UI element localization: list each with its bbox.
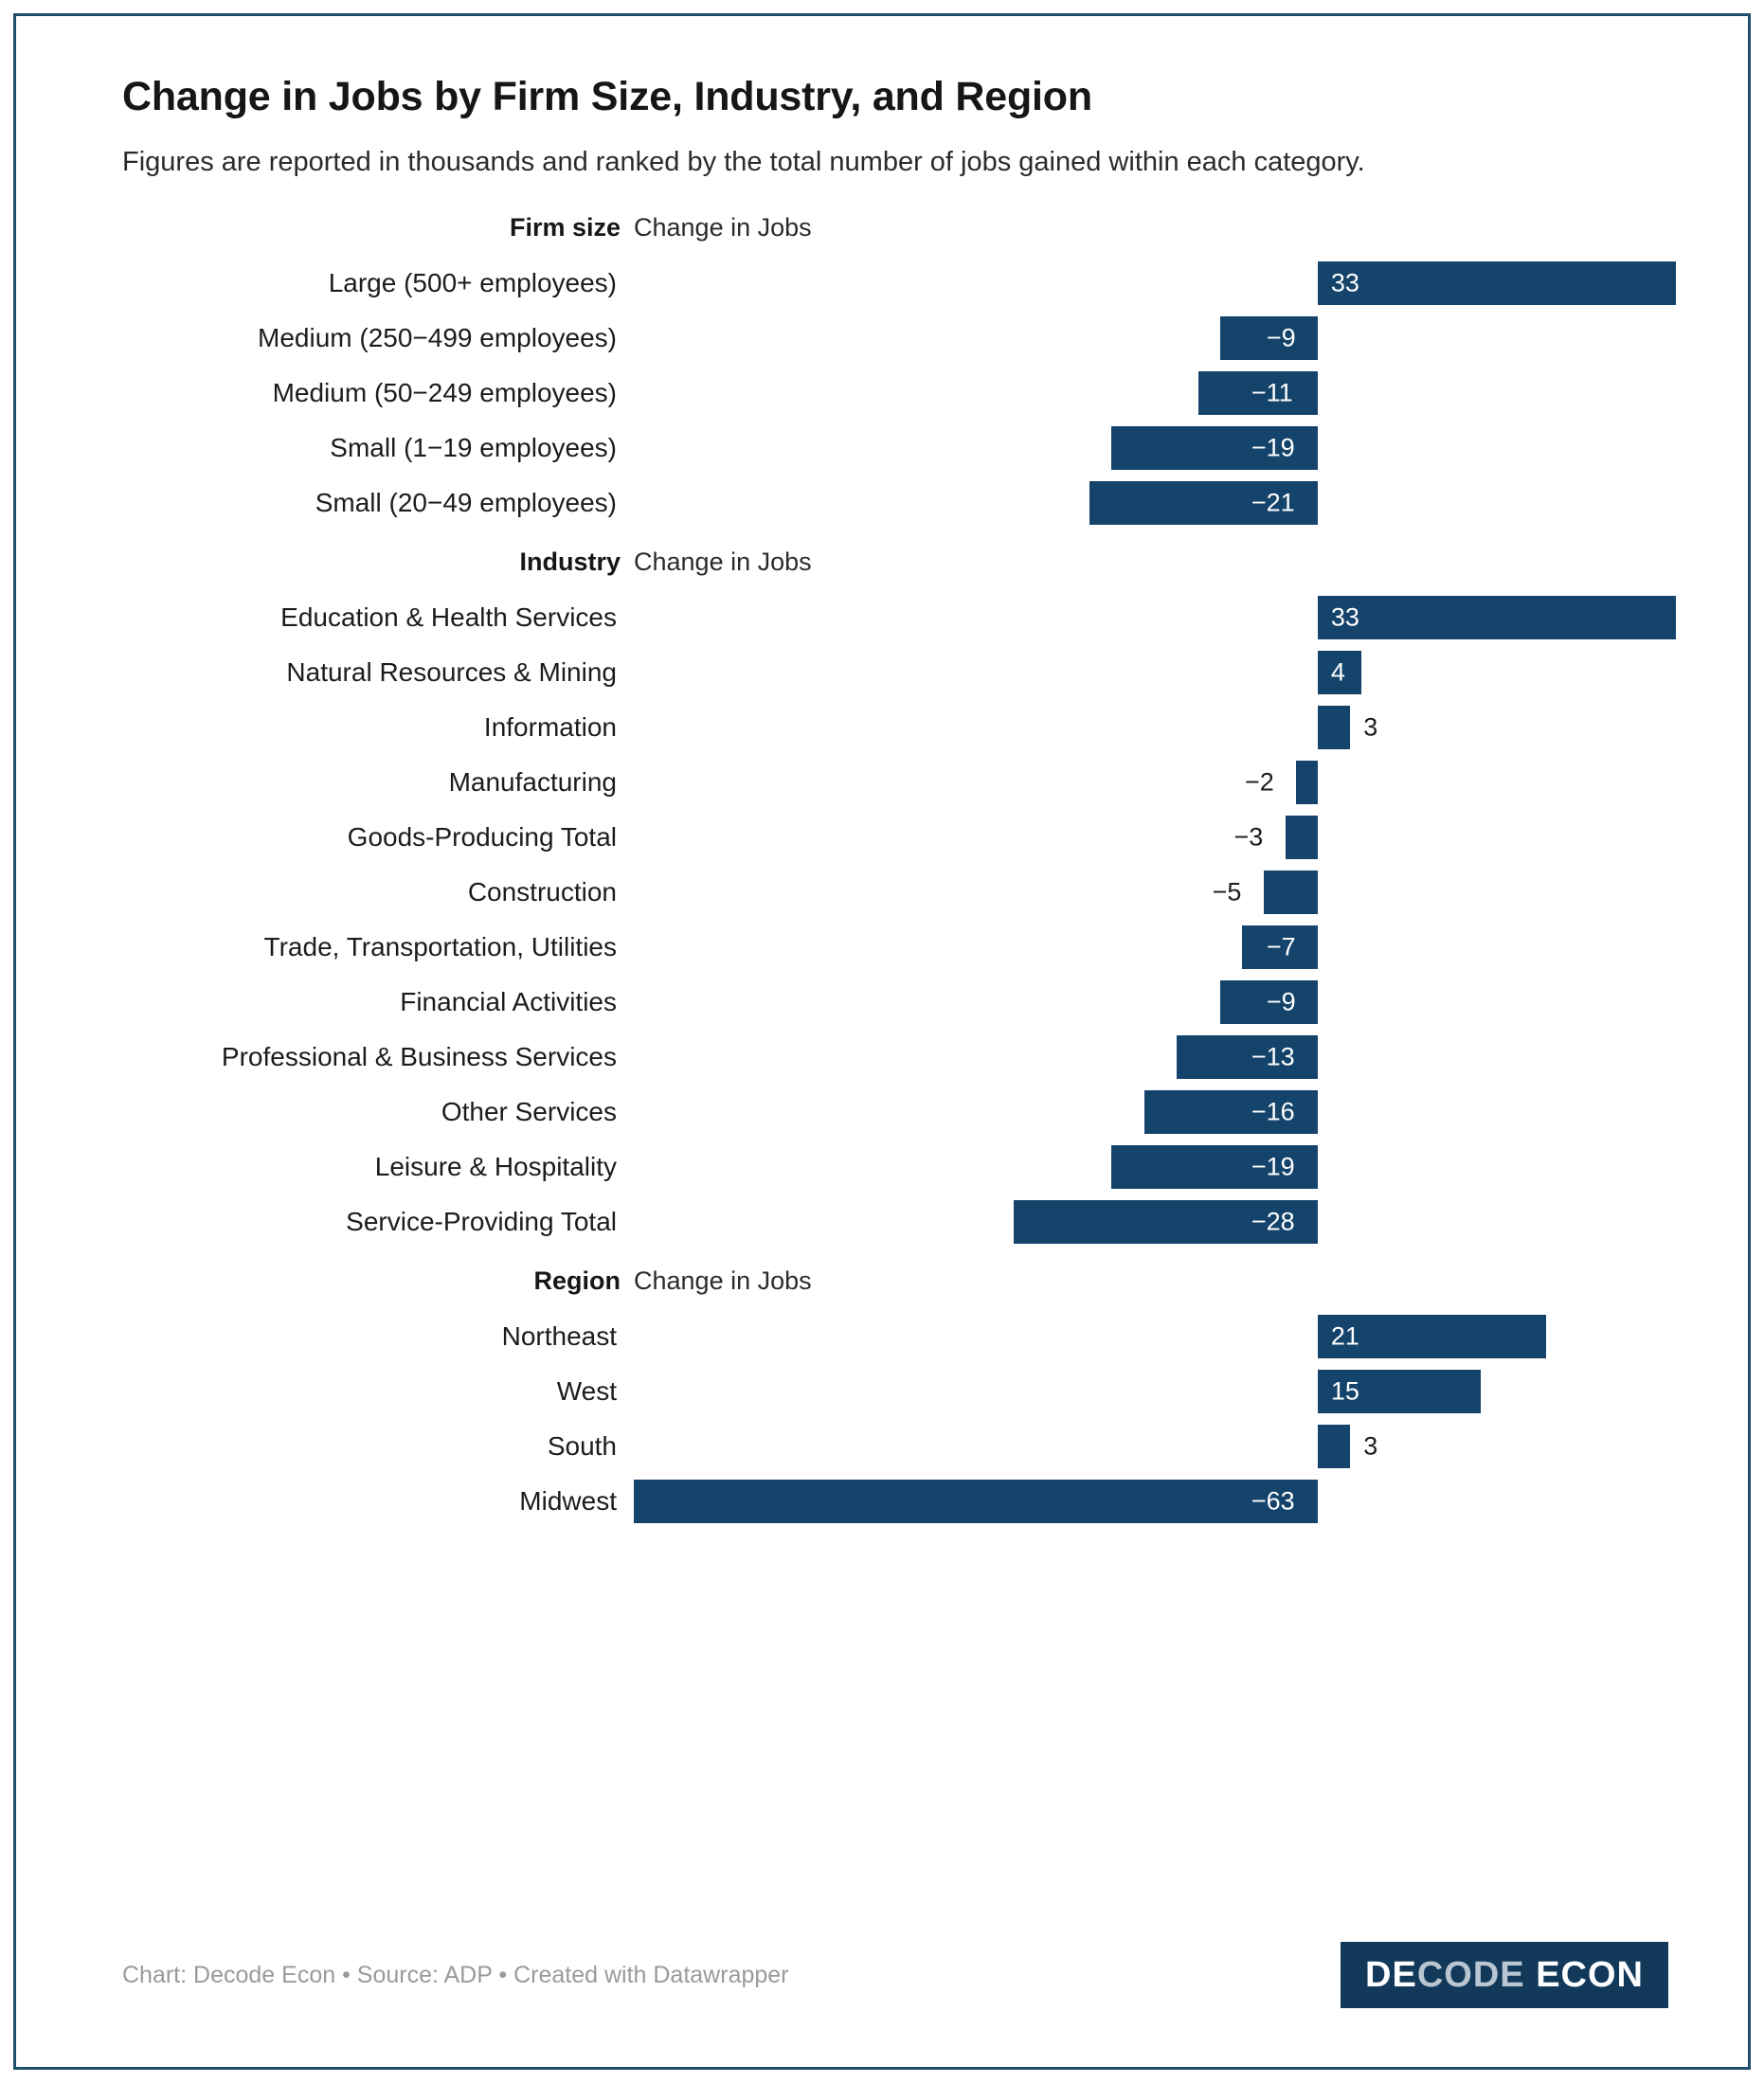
chart-row: [122, 1474, 1668, 1529]
chart-row: [122, 1309, 1668, 1364]
bar-value-label: 33: [1330, 268, 1359, 297]
bar-value-label: −2: [1244, 767, 1274, 797]
row-plot: [634, 810, 1668, 865]
bar: [634, 1480, 1318, 1523]
row-label: Other Services: [441, 1097, 617, 1127]
decode-econ-logo: [1341, 1942, 1668, 2008]
category-header: Region: [533, 1266, 621, 1296]
bar-value-label: −63: [1251, 1486, 1295, 1516]
row-plot: [634, 421, 1668, 476]
chart-row: [122, 1085, 1668, 1140]
bar-value-label: 21: [1330, 1321, 1359, 1351]
chart-block: [122, 1266, 1668, 1529]
row-label: Financial Activities: [400, 987, 617, 1017]
bar: [1296, 761, 1318, 804]
chart-row: [122, 1419, 1668, 1474]
bar: [1177, 1035, 1318, 1079]
row-label: Natural Resources & Mining: [286, 657, 617, 688]
bar-value-label: −28: [1251, 1207, 1295, 1236]
page-subtitle: Figures are reported in thousands and ranked by the total number of jobs gained within each category.: [122, 147, 1365, 178]
row-plot: [634, 920, 1668, 975]
bar-value-label: −13: [1251, 1042, 1295, 1071]
value-header: Change in Jobs: [634, 213, 812, 242]
row-plot: [634, 645, 1668, 700]
row-label: Goods-Producing Total: [347, 822, 617, 853]
value-header: Change in Jobs: [634, 1266, 812, 1296]
chart-row: [122, 366, 1668, 421]
chart-row: [122, 1140, 1668, 1194]
row-label: West: [556, 1376, 617, 1407]
value-header: Change in Jobs: [634, 548, 812, 577]
chart-row: [122, 810, 1668, 865]
chart-footer: [122, 1942, 1668, 2008]
row-plot: [634, 1364, 1668, 1419]
row-plot: [634, 1309, 1668, 1364]
row-label: Medium (250−499 employees): [258, 323, 617, 353]
bar-value-label: 3: [1363, 712, 1378, 742]
row-label: Small (1−19 employees): [330, 433, 617, 463]
row-label: Education & Health Services: [280, 602, 617, 633]
row-plot: [634, 1419, 1668, 1474]
bar-value-label: −11: [1251, 378, 1293, 407]
row-label: Construction: [467, 877, 617, 907]
chart-row: [122, 700, 1668, 755]
row-label: Professional & Business Services: [221, 1042, 617, 1072]
row-plot: [634, 366, 1668, 421]
row-plot: [634, 1140, 1668, 1194]
logo-part-2: CODE: [1416, 1955, 1525, 1995]
row-plot: [634, 700, 1668, 755]
chart-row: [122, 476, 1668, 530]
chart-row: [122, 755, 1668, 810]
bar-value-label: −19: [1251, 1152, 1295, 1181]
bar: [1286, 816, 1318, 859]
chart-row: [122, 1030, 1668, 1085]
row-label: Information: [483, 712, 617, 743]
chart-block: [122, 548, 1668, 1249]
bar-value-label: −5: [1212, 877, 1242, 907]
row-label: Midwest: [519, 1486, 617, 1517]
row-plot: [634, 311, 1668, 366]
row-plot: [634, 476, 1668, 530]
row-label: South: [547, 1431, 617, 1462]
bar: [1264, 871, 1318, 914]
chart-row: [122, 421, 1668, 476]
category-header: Firm size: [509, 213, 621, 242]
row-label: Northeast: [501, 1321, 617, 1352]
chart-row: [122, 975, 1668, 1030]
chart-block-header: [122, 213, 1668, 242]
chart-row: [122, 311, 1668, 366]
bar-value-label: 15: [1330, 1376, 1359, 1406]
bar-value-label: −21: [1251, 488, 1295, 517]
bar-value-label: −16: [1251, 1097, 1295, 1126]
chart-row: [122, 1194, 1668, 1249]
logo-part-1: DE: [1365, 1955, 1417, 1995]
row-plot: [634, 755, 1668, 810]
row-plot: [634, 1194, 1668, 1249]
row-label: Manufacturing: [448, 767, 617, 798]
chart-row: [122, 590, 1668, 645]
bar-value-label: 4: [1330, 657, 1345, 687]
row-label: Leisure & Hospitality: [374, 1152, 617, 1182]
chart-row: [122, 256, 1668, 311]
row-plot: [634, 1085, 1668, 1140]
row-plot: [634, 865, 1668, 920]
chart-row: [122, 865, 1668, 920]
bar-value-label: −19: [1251, 433, 1295, 462]
bar-value-label: −9: [1266, 987, 1296, 1016]
row-label: Medium (50−249 employees): [272, 378, 617, 408]
chart-block-header: [122, 548, 1668, 577]
chart-block-header: [122, 1266, 1668, 1296]
credit-text: Chart: Decode Econ • Source: ADP • Created with Datawrapper: [122, 1961, 789, 1988]
bar-value-label: −3: [1233, 822, 1264, 852]
chart-row: [122, 1364, 1668, 1419]
charts-container: [122, 213, 1668, 1529]
bar: [1318, 1425, 1350, 1468]
row-plot: [634, 590, 1668, 645]
logo-part-3: ECON: [1524, 1955, 1644, 1995]
row-label: Trade, Transportation, Utilities: [263, 932, 617, 962]
row-label: Small (20−49 employees): [315, 488, 617, 518]
chart-card: [13, 13, 1751, 2070]
row-plot: [634, 1474, 1668, 1529]
chart-row: [122, 920, 1668, 975]
row-label: Service-Providing Total: [346, 1207, 617, 1237]
bar-value-label: 33: [1330, 602, 1359, 632]
bar-value-label: −9: [1266, 323, 1296, 352]
row-plot: [634, 256, 1668, 311]
row-label: Large (500+ employees): [328, 268, 617, 298]
chart-block: [122, 213, 1668, 530]
bar-value-label: −7: [1266, 932, 1296, 961]
page-title: Change in Jobs by Firm Size, Industry, and Region: [122, 74, 1092, 119]
bar: [1318, 261, 1676, 305]
bar: [1318, 596, 1676, 639]
category-header: Industry: [519, 548, 621, 577]
bar-value-label: 3: [1363, 1431, 1378, 1461]
row-plot: [634, 975, 1668, 1030]
row-plot: [634, 1030, 1668, 1085]
chart-row: [122, 645, 1668, 700]
bar: [1318, 706, 1350, 749]
